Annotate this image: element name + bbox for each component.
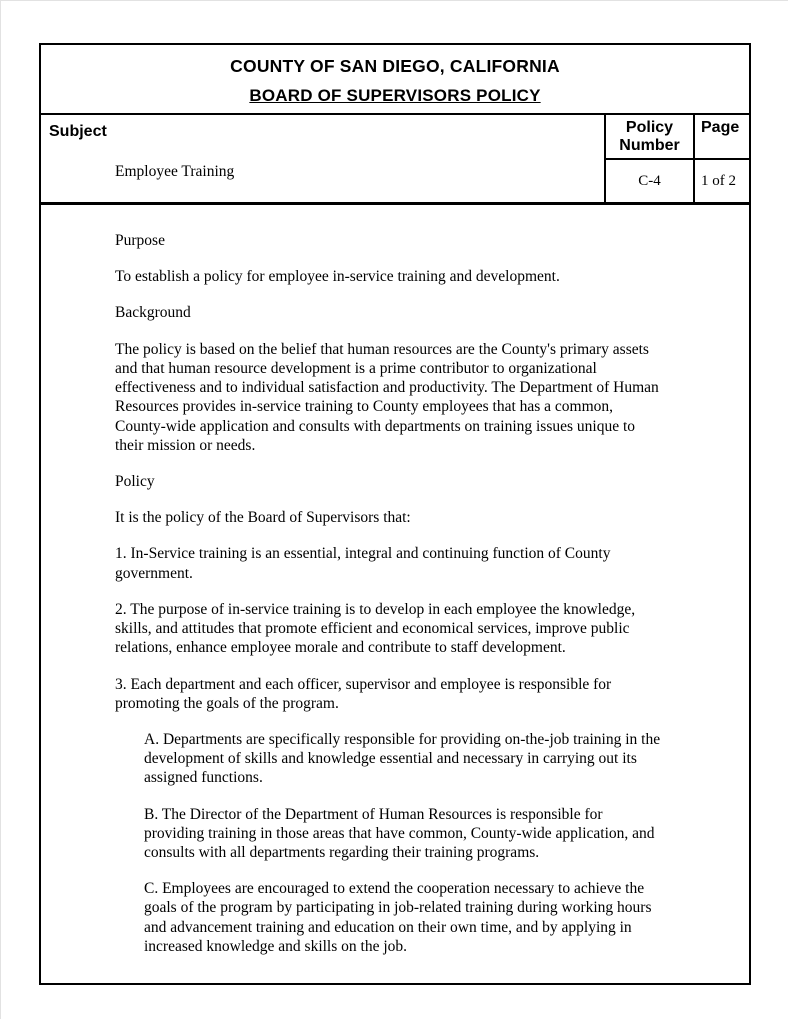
paragraph: 2. The purpose of in-service training is to develop in each employee the knowledge, skills, and attitudes that promote efficient and economical services, improve public relations, enhance employee morale and contribute to staff development.	[115, 600, 636, 657]
paragraph: 1. In-Service training is an essential, integral and continuing function of County government.	[115, 545, 611, 582]
policy-number-label: Policy Number	[606, 115, 693, 160]
page-cell	[693, 115, 749, 202]
paragraph: It is the policy of the Board of Supervisors that:	[115, 509, 411, 527]
paragraph: C. Employees are encouraged to extend the cooperation necessary to achieve the goals of the program by participating in job-related training during working hours and advancement training and education on their own time, and by applying in increased knowledge and skills on the job.	[144, 880, 652, 955]
document-header	[41, 45, 749, 113]
document-title: COUNTY OF SAN DIEGO, CALIFORNIA	[230, 56, 560, 76]
paragraph: Background	[115, 304, 191, 322]
paragraph: B. The Director of the Department of Human Resources is responsible for providing training in those areas that have common, County-wide application, and consults with all departments regarding their training programs.	[144, 805, 655, 862]
page-value: 1 of 2	[701, 172, 736, 189]
paragraph: Purpose	[115, 232, 165, 249]
paragraph: A. Departments are specifically responsible for providing on-the-job training in the development of skills and knowledge essential and necessary in carrying out its assigned functions.	[144, 730, 661, 787]
subject-label: Subject	[49, 123, 107, 140]
policy-number-cell	[604, 115, 693, 202]
subject-cell	[41, 115, 604, 202]
policy-number-value: C-4	[638, 172, 661, 189]
policy-body	[41, 205, 749, 985]
policy-meta-table	[41, 113, 749, 205]
policy-document	[39, 43, 751, 985]
paragraph: The policy is based on the belief that human resources are the County's primary assets and that human resource development is a prime contributor to organizational effectiveness and to individual satisfaction and productivity. The Department of Human Resources provides in-service training to County employees that has a common, County-wide application and consults with departments on training issues unique to their mission or needs.	[115, 340, 659, 454]
document-subtitle: BOARD OF SUPERVISORS POLICY	[249, 86, 541, 105]
page-label: Page	[695, 115, 749, 160]
paragraph: To establish a policy for employee in-service training and development.	[115, 268, 560, 286]
subject-value: Employee Training	[115, 163, 235, 180]
paragraph: 3. Each department and each officer, supervisor and employee is responsible for promoting the goals of the program.	[115, 675, 612, 712]
paragraph: Policy	[115, 472, 155, 490]
